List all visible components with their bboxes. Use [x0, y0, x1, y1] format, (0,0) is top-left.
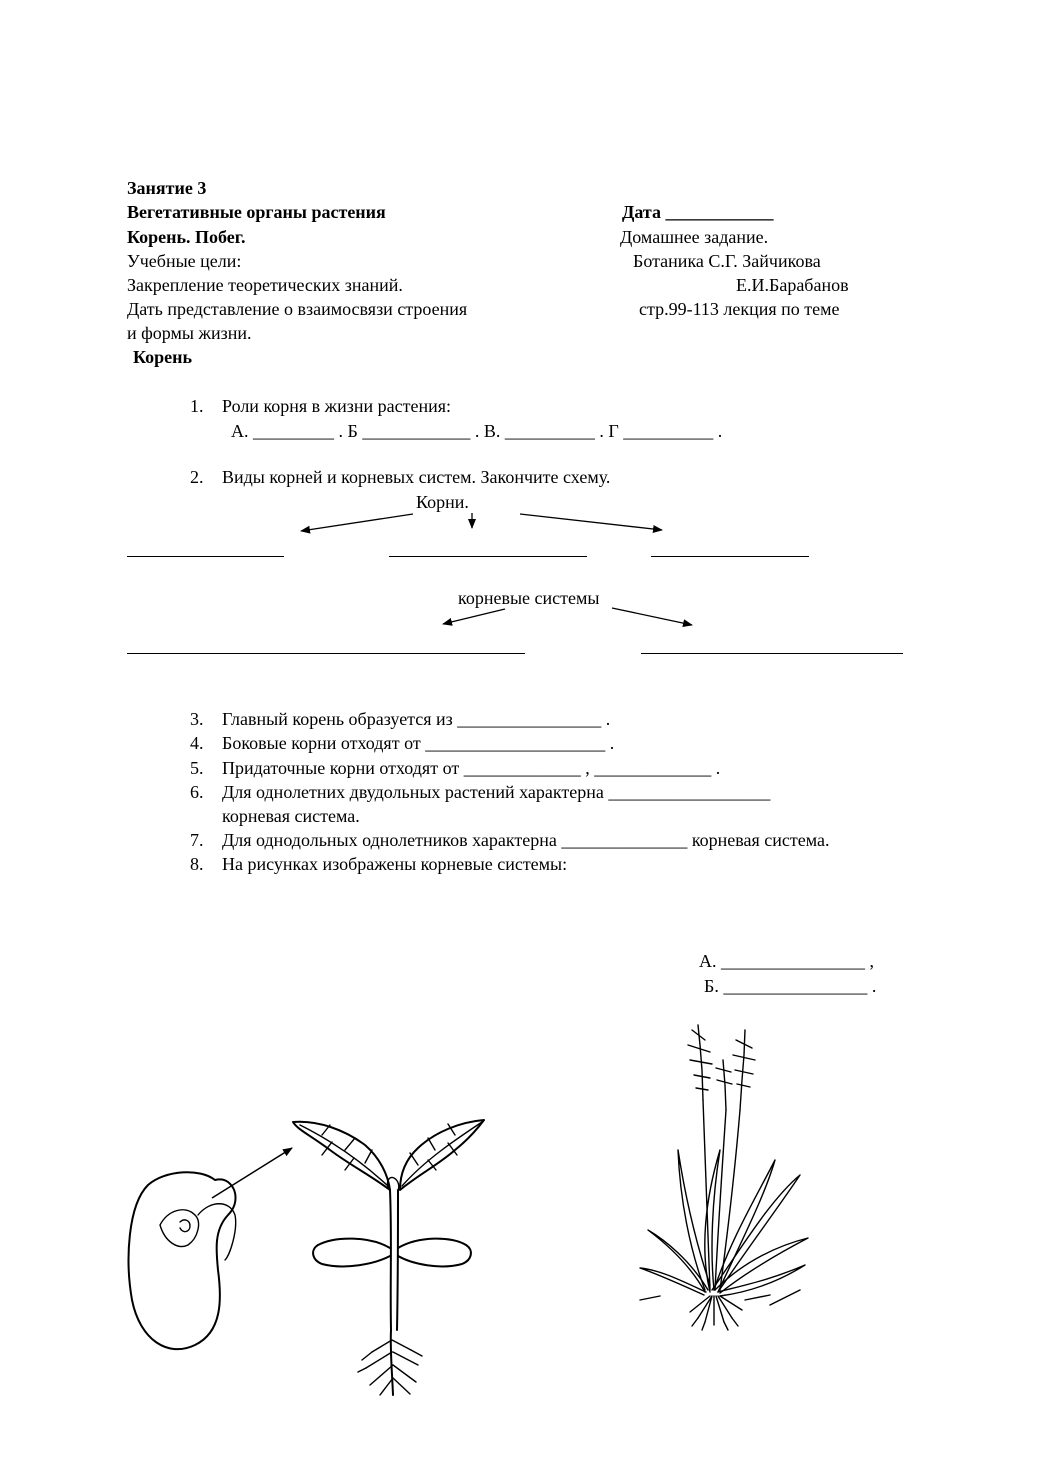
arrow-root-system-left [443, 609, 505, 624]
scheme-roots-label: Корни. [416, 492, 469, 512]
goal-2: Дать представление о взаимосвязи строения [127, 299, 468, 319]
question-text: Придаточные корни отходят от _____________ , _____________ . [222, 758, 721, 778]
question-number: 3. [190, 709, 204, 729]
question-number: 1. [190, 396, 204, 416]
scheme-arrows [301, 513, 692, 625]
question-text: Боковые корни отходят от ____________________ . [222, 733, 615, 753]
homework-book: Ботаника С.Г. Зайчикова [633, 251, 821, 271]
homework-title: Домашнее задание. [620, 227, 769, 247]
lesson-subtopic: Корень. Побег. [127, 227, 246, 247]
question-number: 8. [190, 854, 204, 874]
answer-a: А. ________________ , [699, 951, 874, 971]
question-text: Для однодольных однолетников характерна ______________ корневая система. [222, 830, 830, 850]
lesson-number: Занятие 3 [127, 178, 207, 198]
question-number: 4. [190, 733, 204, 753]
question-number: 5. [190, 758, 204, 778]
arrow-right [520, 514, 662, 530]
scheme-root-systems-label: корневые системы [458, 588, 600, 608]
section-title: Корень [133, 347, 193, 367]
goal-2-continued: и формы жизни. [127, 323, 252, 343]
question-number: 7. [190, 830, 204, 850]
date-field: Дата ____________ [622, 202, 774, 222]
question-number: 6. [190, 782, 204, 802]
homework-coauthor: Е.И.Барабанов [736, 275, 849, 295]
question-text: Роли корня в жизни растения: [222, 396, 452, 416]
goal-1: Закрепление теоретических знаний. [127, 275, 403, 295]
arrow-root-system-right [612, 608, 692, 625]
answer-b: Б. ________________ . [704, 976, 877, 996]
question-1-answers: А. _________ . Б ____________ . В. __________ . Г __________ . [231, 421, 723, 441]
lesson-topic: Вегетативные органы растения [127, 202, 386, 222]
arrow-left [301, 514, 413, 531]
bean-seedling-icon [129, 1120, 484, 1395]
question-text: корневая система. [222, 806, 360, 826]
question-text: На рисунках изображены корневые системы: [222, 854, 568, 874]
grass-plant-icon [640, 1025, 808, 1330]
homework-pages: стр.99-113 лекция по теме [639, 299, 840, 319]
question-text: Главный корень образуется из ________________ . [222, 709, 611, 729]
question-text: Виды корней и корневых систем. Закончите схему. [222, 467, 611, 487]
question-number: 2. [190, 467, 204, 487]
question-text: Для однолетних двудольных растений характерна __________________ [222, 782, 771, 802]
goals-label: Учебные цели: [127, 251, 242, 271]
